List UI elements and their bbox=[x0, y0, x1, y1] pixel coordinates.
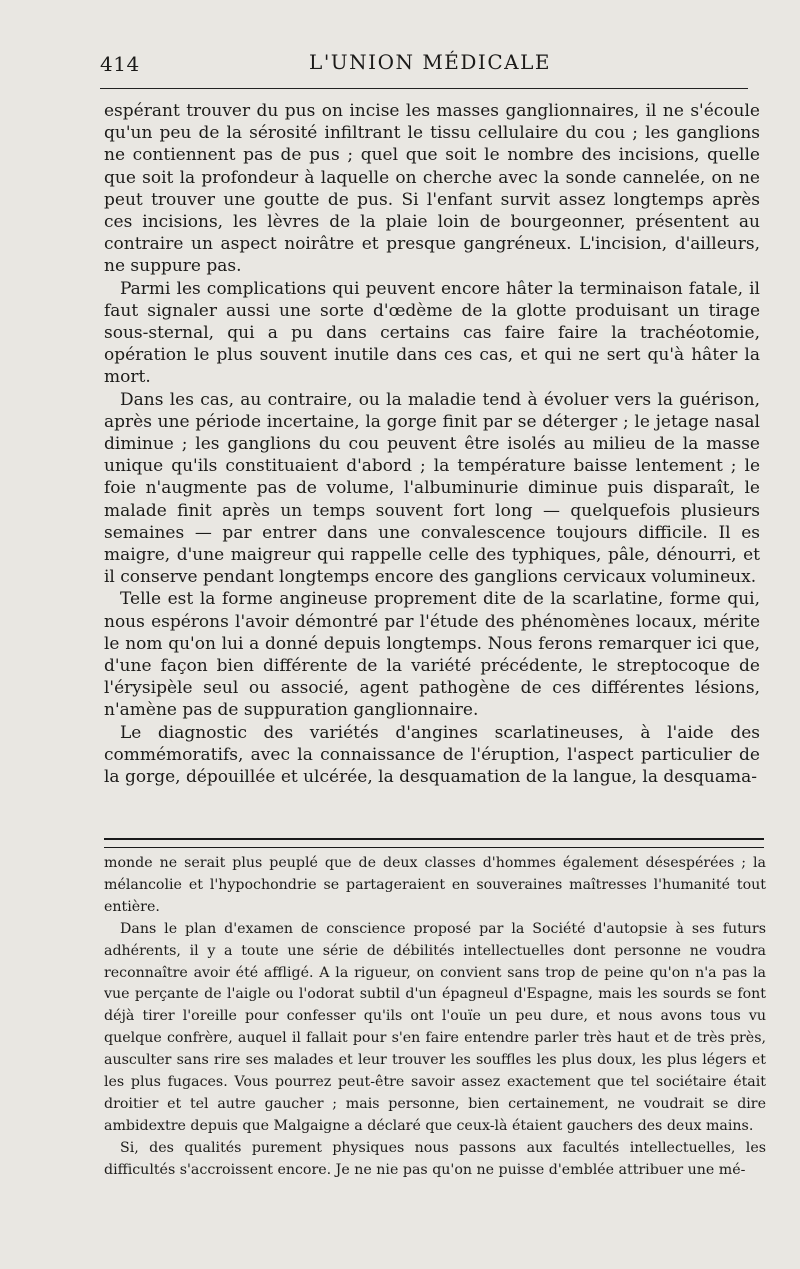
footnote-text bbox=[104, 853, 766, 1182]
page-header bbox=[100, 46, 760, 78]
footnote-paragraph: Dans le plan d'examen de conscience proposé par la Société d'autopsie à ses futurs adhérents, il y a toute une série de débilités intellectuelles dont personne ne voudra reconnaître avoir été affligé. A la rigueur, on convient sans trop de peine qu'on n'a pas la vue perçante de l'aigle ou l'odorat subtil d'un épagneul d'Espagne, mais les sourds se font déjà tirer l'oreille pour confesser qu'ils ont l'ouïe un peu dure, et nous avons tous vu quelque confrère, auquel il fallait pour s'en faire entendre parler très haut et de très près, ausculter sans rire ses malades et leur trouver les souffles les plus doux, les plus légers et les plus fugaces. Vous pourrez peut-être savoir assez exactement que tel sociétaire était droitier et tel autre gaucher ; mais personne, bien certainement, ne voudrait se dire ambidextre depuis que Malgaigne a déclaré que ceux-là étaient gauchers des deux mains. bbox=[104, 920, 766, 1134]
paragraph: Dans les cas, au contraire, ou la maladie tend à évoluer vers la guérison, après une période incertaine, la gorge finit par se déterger ; le jetage nasal diminue ; les ganglions du cou peuvent être isolés au milieu de la masse unique qu'ils constituaient d'abord ; la température baisse lentement ; le foie n'augmente pas de volume, l'albuminurie diminue puis disparaît, le malade finit après un temps souvent fort long — quelquefois plusieurs semaines — par entrer dans une convalescence toujours difficile. Il es maigre, d'une maigreur qui rappelle celle des typhiques, pâle, dénourri, et il conserve pendant longtemps encore des ganglions cervicaux volumineux. bbox=[104, 389, 760, 588]
main-text bbox=[104, 100, 760, 788]
paragraph: Parmi les complications qui peuvent encore hâter la terminaison fatale, il faut signaler aussi une sorte d'œdème de la glotte produisant un tirage sous-sternal, qui a pu dans certains cas faire faire la trachéotomie, opération le plus souvent inutile dans ces cas, et qui ne sert qu'à hâter la mort. bbox=[104, 278, 760, 388]
header-rule bbox=[100, 88, 748, 89]
footnote-paragraph: Si, des qualités purement physiques nous passons aux facultés intellectuelles, les difficultés s'accroissent encore. Je ne nie pas qu'on ne puisse d'emblée attribuer une mé- bbox=[104, 1139, 766, 1178]
paragraph: espérant trouver du pus on incise les masses ganglionnaires, il ne s'écoule qu'un peu de la sérosité infiltrant le tissu cellulaire du cou ; les ganglions ne contiennent pas de pus ; quel que soit le nombre des incisions, quelle que soit la profondeur à laquelle on cherche avec la sonde cannelée, on ne peut trouver une goutte de pus. Si l'enfant survit assez longtemps après ces incisions, les lèvres de la plaie loin de bourgeonner, présentent au contraire un aspect noirâtre et presque gangréneux. L'incision, d'ailleurs, ne suppure pas. bbox=[104, 101, 760, 277]
footnote-paragraph: monde ne serait plus peuplé que de deux classes d'hommes également désespérées ; la mélancolie et l'hypochondrie se partageraient en souveraines maîtresses l'humanité tout entière. bbox=[104, 855, 766, 915]
paragraph: Le diagnostic des variétés d'angines scarlatineuses, à l'aide des commémoratifs, avec la connaissance de l'éruption, l'aspect particulier de la gorge, dépouillée et ulcérée, la desquamation de la langue, la desquama- bbox=[104, 722, 760, 788]
page-number: 414 bbox=[100, 52, 140, 76]
running-title: L'UNION MÉDICALE bbox=[309, 50, 551, 74]
paragraph: Telle est la forme angineuse proprement dite de la scarlatine, forme qui, nous espérons l'avoir démontré par l'étude des phénomènes locaux, mérite le nom qu'on lui a donné depuis longtemps. Nous ferons remarquer ici que, d'une façon bien différente de la variété précédente, le streptocoque de l'érysipèle seul ou associé, agent pathogène de ces différentes lésions, n'amène pas de suppuration ganglionnaire. bbox=[104, 589, 760, 721]
footnote-separator bbox=[104, 838, 764, 848]
